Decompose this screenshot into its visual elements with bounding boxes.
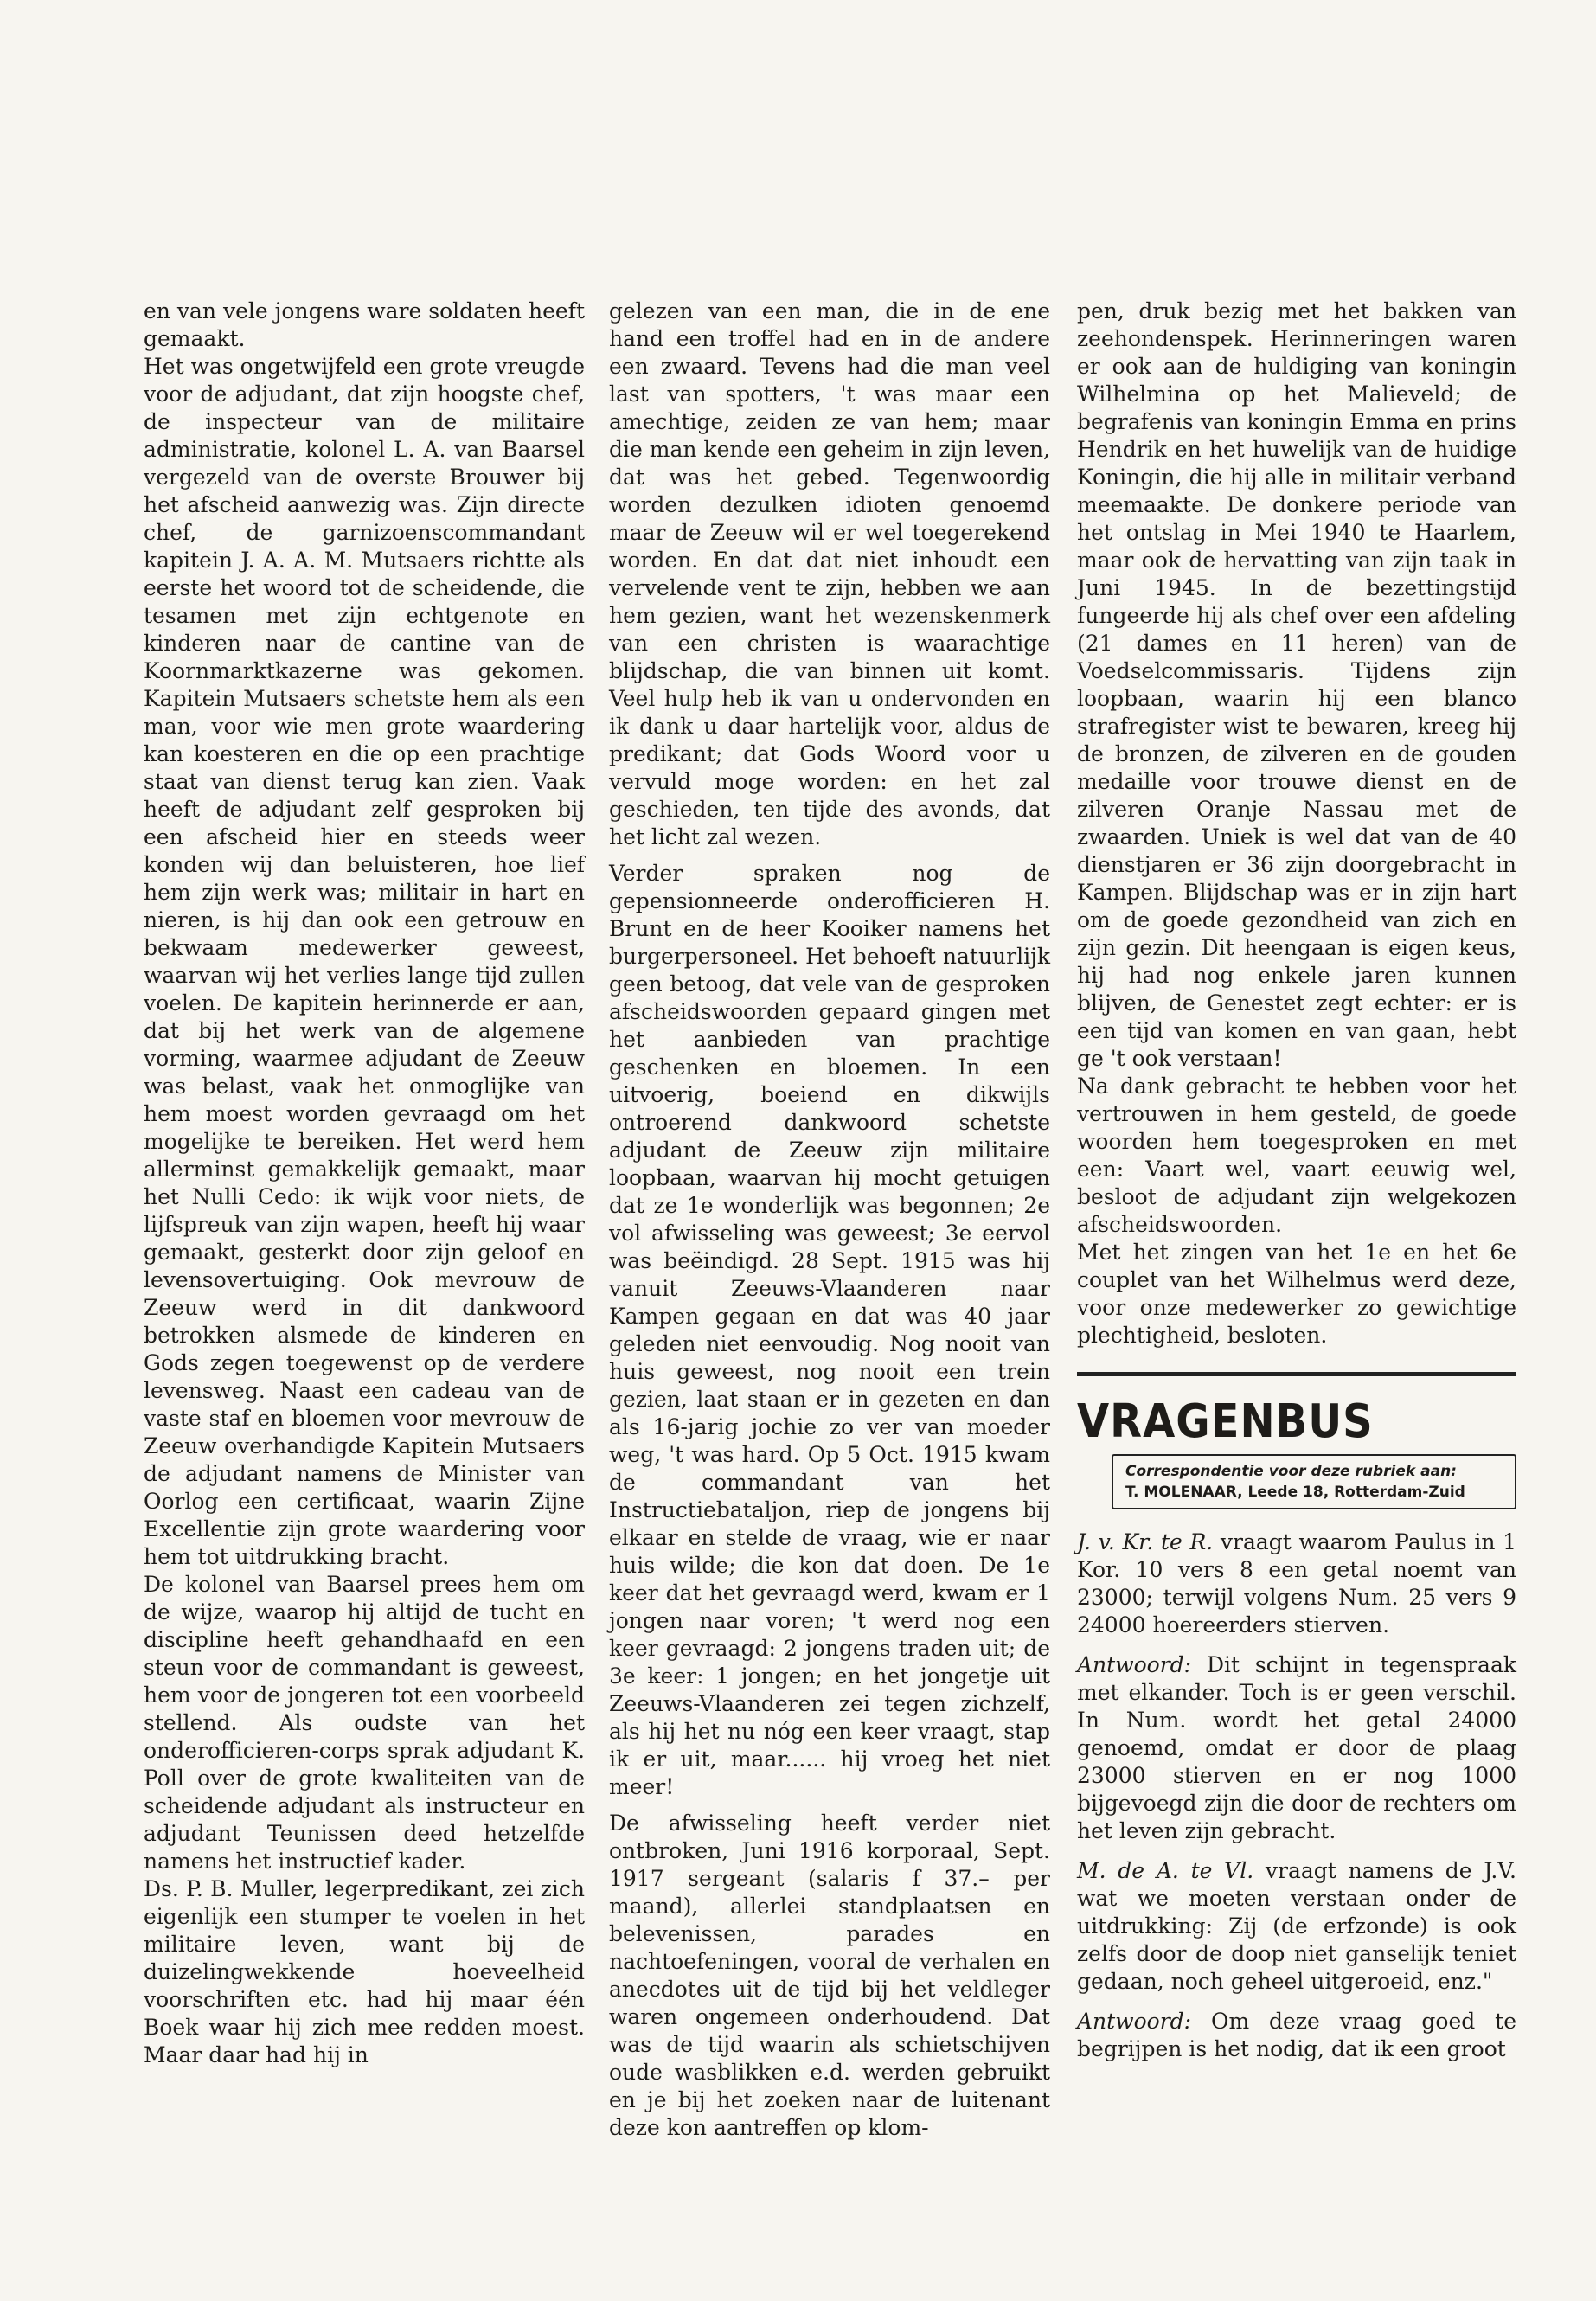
- paragraph: Verder spraken nog de gepensionneerde onderofficieren H. Brunt en de heer Kooiker namens het burgerpersoneel. Het behoeft natuurlijk geen betoog, dat vele van de gesproken afscheidswoorden gepaard gingen met het aanbieden van prachtige geschenken en bloemen. In een uitvoerig, boeiend en dikwijls ontroerend dankwoord schetste adjudant de Zeeuw zijn militaire loopbaan, waarvan hij mocht getuigen dat ze 1e wonderlijk was begonnen; 2e vol afwisseling was geweest; 3e eervol was beëindigd. 28 Sept. 1915 was hij vanuit Zeeuws-Vlaanderen naar Kampen gegaan en dat was 40 jaar geleden niet eenvoudig. Nog nooit van huis geweest, nog nooit een trein gezien, laat staan er in gezeten en dan als 16-jarig jochie zo ver van moeder weg, 't was hard. Op 5 Oct. 1915 kwam de commandant van het Instructiebataljon, riep de jongens bij elkaar en stelde de vraag, wie er naar huis wilde; die kon dat doen. De 1e keer dat het gevraagd werd, kwam er 1 jongen naar voren; 't werd nog een keer gevraagd: 2 jongens traden uit; de 3e keer: 1 jongen; en het jongetje uit Zeeuws-Vlaanderen zei tegen zichzelf, als hij het nu nóg een keer vraagt, stap ik er uit, maar...... hij vroeg het niet meer!: [609, 861, 1050, 1799]
- answer-text: Dit schijnt in tegenspraak met elkander. Toch is er geen verschil. In Num. wordt het getal 24000 genoemd, omdat er door de plaag 23000 stierven en er nog 1000 bijgevoegd zijn die door de rechters om het leven zijn gebracht.: [1077, 1652, 1516, 1843]
- question-text: vraagt waarom Paulus in 1 Kor. 10 vers 8 een getal noemt van 23000; terwijl volgens Num. 25 vers 9 24000 hoereerders stierven.: [1077, 1529, 1517, 1638]
- question-asker: M. de A. te Vl.: [1077, 1858, 1254, 1883]
- column-left: [144, 298, 585, 2069]
- paragraph: Met het zingen van het 1e en het 6e couplet van het Wilhelmus werd deze, voor onze medewerker zo gewichtige plechtigheid, besloten.: [1077, 1240, 1516, 1348]
- answer-label: Antwoord:: [1077, 2009, 1192, 2034]
- answer: [1077, 1651, 1516, 1845]
- paragraph: De kolonel van Baarsel prees hem om de wijze, waarop hij altijd de tucht en discipline heeft gehandhaafd en een steun voor de commandant is geweest, hem voor de jongeren tot een voorbeeld stellend. Als oudste van het onderofficieren-corps sprak adjudant K. Poll over de grote kwaliteiten van de scheidende adjudant als instructeur en adjudant Teunissen deed hetzelfde namens het instructief kader.: [144, 1572, 585, 1874]
- answer-label: Antwoord:: [1077, 1652, 1192, 1677]
- question-asker: J. v. Kr. te R.: [1077, 1529, 1214, 1554]
- paragraph: De afwisseling heeft verder niet ontbroken, Juni 1916 korporaal, Sept. 1917 sergeant (salaris f 37.– per maand), allerlei standplaatsen en belevenissen, parades en nachtoefeningen, vooral de verhalen en anecdotes uit de tijd bij het veldleger waren ongemeen onderhoudend. Dat was de tijd waarin als schietschijven oude wasblikken e.d. werden gebruikt en je bij het zoeken naar de luitenant deze kon aantreffen op klom-: [609, 1811, 1050, 2140]
- answer-text: Om deze vraag goed te begrijpen is het nodig, dat ik een groot: [1077, 2009, 1516, 2061]
- column-right: [1077, 298, 1516, 2075]
- section-heading: VRAGENBUS: [1077, 1394, 1374, 1449]
- column-middle: [609, 298, 1050, 2150]
- paragraph: Ds. P. B. Muller, legerpredikant, zei zich eigenlijk een stumper te voelen in het militaire leven, want bij de duizelingwekkende hoeveelheid voorschriften etc. had hij maar één Boek waar hij zich mee redden moest. Maar daar had hij in: [144, 1876, 585, 2067]
- paragraph: pen, druk bezig met het bakken van zeehondenspek. Herinneringen waren er ook aan de huldiging van koningin Wilhelmina op het Malieveld; de begrafenis van koningin Emma en prins Hendrik en het huwelijk van de huidige Koningin, die hij alle in militair verband meemaakte. De donkere periode van het ontslag in Mei 1940 te Haarlem, maar ook de hervatting van zijn taak in Juni 1945. In de bezettingstijd fungeerde hij als chef over een afdeling (21 dames en 11 heren) van de Voedselcommissaris. Tijdens zijn loopbaan, waarin hij een blanco strafregister wist te bewaren, kreeg hij de bronzen, de zilveren en de gouden medaille voor trouwe dienst en de zilveren Oranje Nassau met de zwaarden. Uniek is wel dat van de 40 dienstjaren er 36 zijn doorgebracht in Kampen. Blijdschap was er in zijn hart om de goede gezondheid van zich en zijn gezin. Dit heengaan is eigen keus, hij had nog enkele jaren kunnen blijven, de Genestet zegt echter: er is een tijd van komen en van gaan, hebt ge 't ook verstaan!: [1077, 298, 1516, 1071]
- paragraph: Na dank gebracht te hebben voor het vertrouwen in hem gesteld, de goede woorden hem toegesproken en met een: Vaart wel, vaart eeuwig wel, besloot de adjudant zijn welgekozen afscheidswoorden.: [1077, 1074, 1516, 1237]
- paragraph: gelezen van een man, die in de ene hand een troffel had en in de andere een zwaard. Tevens had die man veel last van spotters, 't was maar een amechtige, zeiden ze van hem; maar die man kende een geheim in zijn leven, dat was het gebed. Tegenwoordig worden dezulken idioten genoemd maar de Zeeuw wil er wel toegerekend worden. En dat dat niet inhoudt een vervelende vent te zijn, hebben we aan hem gezien, want het wezenskenmerk van een christen is waarachtige blijdschap, die van binnen uit komt. Veel hulp heb ik van u ondervonden en ik dank u daar hartelijk voor, aldus de predikant; dat Gods Woord voor u vervuld moge worden: en het zal geschieden, ten tijde des avonds, dat het licht zal wezen.: [609, 298, 1050, 849]
- section-divider: [1077, 1372, 1516, 1376]
- paragraph: Het was ongetwijfeld een grote vreugde voor de adjudant, dat zijn hoogste chef, de inspecteur van de militaire administratie, kolonel L. A. van Baarsel vergezeld van de overste Brouwer bij het afscheid aanwezig was. Zijn directe chef, de garnizoenscommandant kapitein J. A. A. M. Mutsaers richtte als eerste het woord tot de scheidende, die tesamen met zijn echtgenote en kinderen naar de cantine van de Koornmarktkazerne was gekomen. Kapitein Mutsaers schetste hem als een man, voor wie men grote waardering kan koesteren en die op een prachtige staat van dienst terug kan zien. Vaak heeft de adjudant zelf gesproken bij een afscheid hier en steeds weer konden wij dan beluisteren, hoe lief hem zijn werk was; militair in hart en nieren, is hij dan ook een getrouw en bekwaam medewerker geweest, waarvan wij het verlies lange tijd zullen voelen. De kapitein herinnerde er aan, dat bij het werk van de algemene vorming, waarmee adjudant de Zeeuw was belast, vaak het onmoglijke van hem moest worden gevraagd om het mogelijke te bereiken. Het werd hem allerminst gemakkelijk gemaakt, maar het Nulli Cedo: ik wijk voor niets, de lijfspreuk van zijn wapen, heeft hij waar gemaakt, gesterkt door zijn geloof en levensovertuiging. Ook mevrouw de Zeeuw werd in dit dankwoord betrokken alsmede de kinderen en Gods zegen toegewenst op de verdere levensweg. Naast een cadeau van de vaste staf en bloemen voor mevrouw de Zeeuw overhandigde Kapitein Mutsaers de adjudant namens de Minister van Oorlog een certificaat, waarin Zijne Excellentie zijn grote waardering voor hem tot uitdrukking bracht.: [144, 354, 586, 1569]
- question: [1077, 1529, 1516, 1639]
- question-text: vraagt namens de J.V. wat we moeten verstaan onder de uitdrukking: Zij (de erfzonde) is ook zelfs door de doop niet ganselijk teniet gedaan, noch geheel uitgeroeid, enz.": [1077, 1858, 1516, 1994]
- question: [1077, 1857, 1516, 1996]
- correspondent-box: [1112, 1454, 1516, 1509]
- correspondent-label: Correspondentie voor deze rubriek aan:: [1125, 1463, 1457, 1480]
- answer: [1077, 2008, 1516, 2063]
- correspondent-address: T. MOLENAAR, Leede 18, Rotterdam-Zuid: [1125, 1484, 1465, 1501]
- paragraph: en van vele jongens ware soldaten heeft gemaakt.: [144, 298, 585, 351]
